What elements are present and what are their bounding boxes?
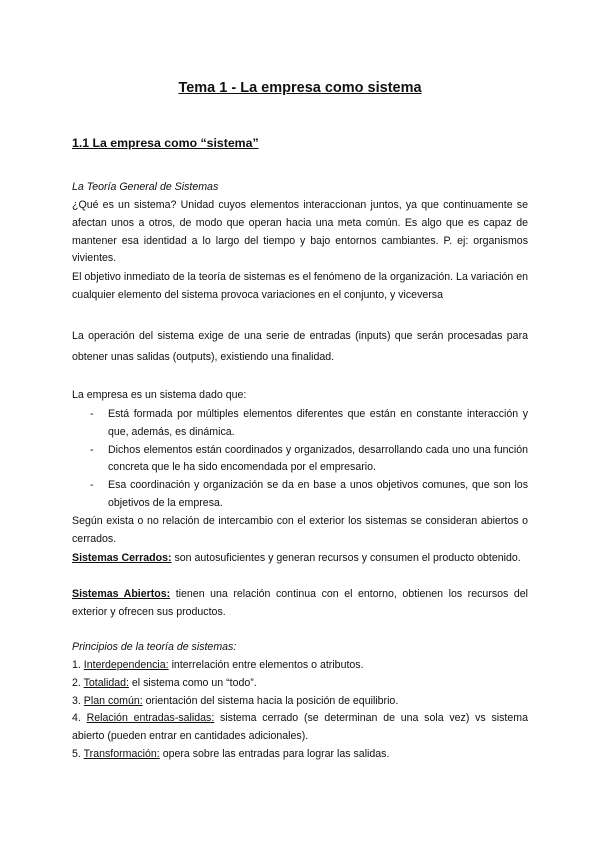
list-item (72, 675, 528, 693)
list-item (72, 710, 528, 746)
principle-number: 4. (72, 712, 81, 725)
principle-text: orientación del sistema hacia la posición de equilibrio. (142, 694, 399, 707)
principle-text: opera sobre las entradas para lograr las salidas. (159, 747, 390, 760)
principle-term: Interdependencia: (83, 659, 169, 671)
list-item (72, 406, 528, 442)
closed-systems-definition (72, 550, 528, 568)
principles-list (72, 657, 528, 764)
dash-bullet-icon: - (90, 408, 94, 420)
paragraph-objective: El objetivo inmediato de la teoría de sistemas es el fenómeno de la organización. La variación en cualquier elemento del sistema provoca variaciones en el conjunto, y viceversa (72, 271, 528, 301)
open-systems-term: Sistemas Abiertos: (72, 588, 171, 600)
principle-text: el sistema como un “todo”. (128, 676, 257, 689)
list-item (72, 693, 528, 711)
principle-number: 2. (72, 676, 81, 689)
document-title: Tema 1 - La empresa como sistema (178, 80, 422, 96)
principle-number: 3. (72, 694, 81, 707)
dash-bullet-icon: - (90, 479, 94, 492)
principle-text: sistema cerrado (se determinan de una sola vez) vs sistema abierto (pueden entrar en cantidades adicionales). (72, 712, 528, 743)
principle-term: Plan común: (83, 694, 143, 707)
principle-text: interrelación entre elementos o atributos. (168, 659, 364, 671)
bullet-text: Está formada por múltiples elementos diferentes que están en constante interacción y que, además, es dinámica. (108, 408, 528, 438)
principle-number: 1. (72, 659, 81, 671)
bullet-text: Esa coordinación y organización se da en base a unos objetivos comunes, que son los objetivos de la empresa. (108, 479, 528, 509)
paragraph-what-is-system: ¿Qué es un sistema? Unidad cuyos elementos interaccionan juntos, ya que continuamente se afectan unos a otros, de modo que operan hacia una meta común. Es algo que es capaz de mantener esa identidad a lo largo del tiempo y bajo entornos cambiantes. P. ej: organismos vivientes. (72, 199, 528, 265)
principle-term: Transformación: (83, 747, 160, 760)
paragraph-inputs-outputs: La operación del sistema exige de una serie de entradas (inputs) que serán procesadas para obtener unas salidas (outputs), existiendo una finalidad. (72, 330, 528, 363)
open-systems-text: tienen una relación continua con el entorno, obtienen los recursos del exterior y ofrecen sus productos. (72, 588, 528, 618)
paragraph-open-closed: Según exista o no relación de intercambio con el exterior los sistemas se consideran abiertos o cerrados. (72, 515, 528, 545)
principles-heading: Principios de la teoría de sistemas: (72, 641, 237, 653)
section-heading: 1.1 La empresa como “sistema” (72, 136, 259, 150)
subheading-tgs: La Teoría General de Sistemas (72, 181, 219, 193)
company-bullet-list (72, 406, 528, 513)
principle-term: Totalidad: (83, 676, 129, 689)
principle-term: Relación entradas-salidas: (86, 712, 215, 725)
list-item (72, 657, 528, 675)
paragraph-company-intro: La empresa es un sistema dado que: (72, 389, 247, 401)
bullet-text: Dichos elementos están coordinados y organizados, desarrollando cada uno una función concreta que le ha sido encomendada por el empresario. (108, 443, 528, 474)
principle-number: 5. (72, 747, 81, 760)
closed-systems-term: Sistemas Cerrados: (72, 552, 172, 564)
list-item (72, 477, 528, 513)
dash-bullet-icon: - (90, 443, 94, 456)
list-item (72, 442, 528, 478)
list-item (72, 746, 528, 764)
open-systems-definition (72, 586, 528, 622)
closed-systems-text: son autosuficientes y generan recursos y consumen el producto obtenido. (171, 552, 521, 564)
